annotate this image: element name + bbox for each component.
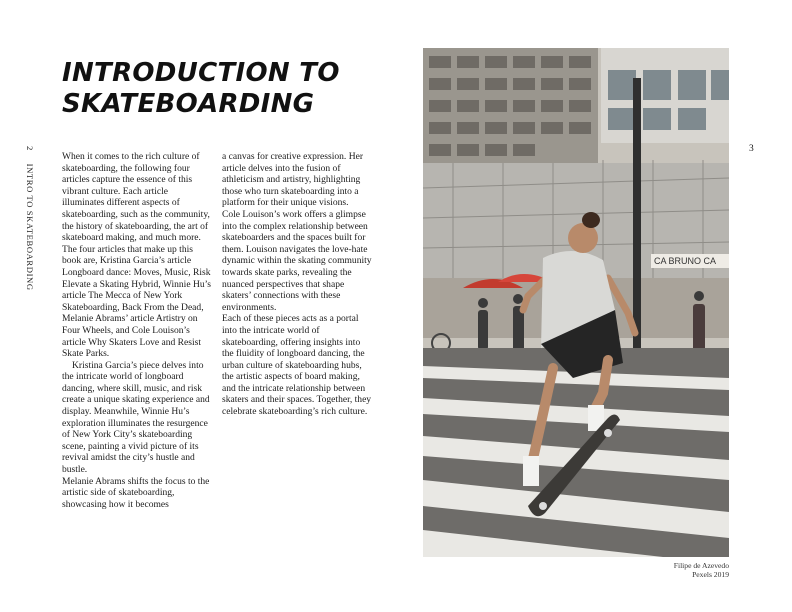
section-title: INTRO TO SKATEBOARDING [25, 163, 35, 291]
page-number-left: 2 [25, 146, 35, 151]
paragraph: Cole Louison’s work offers a glimpse into the complex relationship between skateboarders and the spaces built for them. Louison navigates the love-hate dynamic within the skating community towards skate parks, revealing the nuanced perspectives that shape skaters’ connections with these environments. [222, 208, 372, 313]
paragraph: Kristina Garcia’s piece delves into the intricate world of longboard dancing, where skill, music, and risk create a unique skating experience and display. Meanwhile, Winnie Hu’s exploration illuminates the resurgence of New York City’s skateboarding scene, painting a vivid picture of its revival amidst the city’s hustle and bustle. [62, 359, 210, 476]
photo-credit [674, 561, 729, 580]
credit-photographer: Filipe de Azevedo [673, 561, 729, 570]
traffic-pole [633, 78, 641, 348]
paragraph: a canvas for creative expression. Her article delves into the fusion of athleticism and artistry, highlighting those who turn skateboarding into a platform for their unique visions. [222, 151, 364, 209]
skateboarder-photo [423, 48, 729, 557]
title-line-1: INTRODUCTION TO [62, 58, 340, 88]
paragraph: Each of these pieces acts as a portal into the intricate world of skateboarding, offering insights into the fluidity of longboard dancing, the urban culture of skateboarding hubs, the artistic aspects of board making, and the intricate relationship between skaters and their spaces. Together, they celebrate skateboarding’s rich culture. [222, 313, 372, 418]
page-title [62, 58, 392, 120]
shop-sign-text: CA BRUNO CA [654, 256, 717, 266]
text-column-2 [222, 151, 372, 418]
title-line-2: SKATEBOARDING [62, 89, 315, 119]
text-column-1 [62, 151, 212, 510]
running-head [25, 146, 35, 291]
credit-source: Pexels 2019 [692, 570, 729, 580]
page-number-right: 3 [749, 144, 754, 154]
photo-illustration [423, 48, 729, 557]
paragraph: When it comes to the rich culture of skateboarding, the following four articles capture the essence of this vibrant culture. Each article illuminates different aspects of skateboarding, such as the community, the history of skateboarding, the art of skateboard making, and much more. The four articles that make up this book are, Kristina Garcia’s article Longboard dance: Moves, Music, Risk Elevate a Skating Hybrid, Winnie Hu’s article The Mecca of New York Skateboarding, Back From the Dead, Melanie Abrams’ article Artistry on Four Wheels, and Cole Louison’s article Why Skaters Love and Resist Skate Parks. [62, 151, 211, 360]
paragraph: Melanie Abrams shifts the focus to the artistic side of skateboarding, showcasing how it becomes [62, 475, 210, 510]
